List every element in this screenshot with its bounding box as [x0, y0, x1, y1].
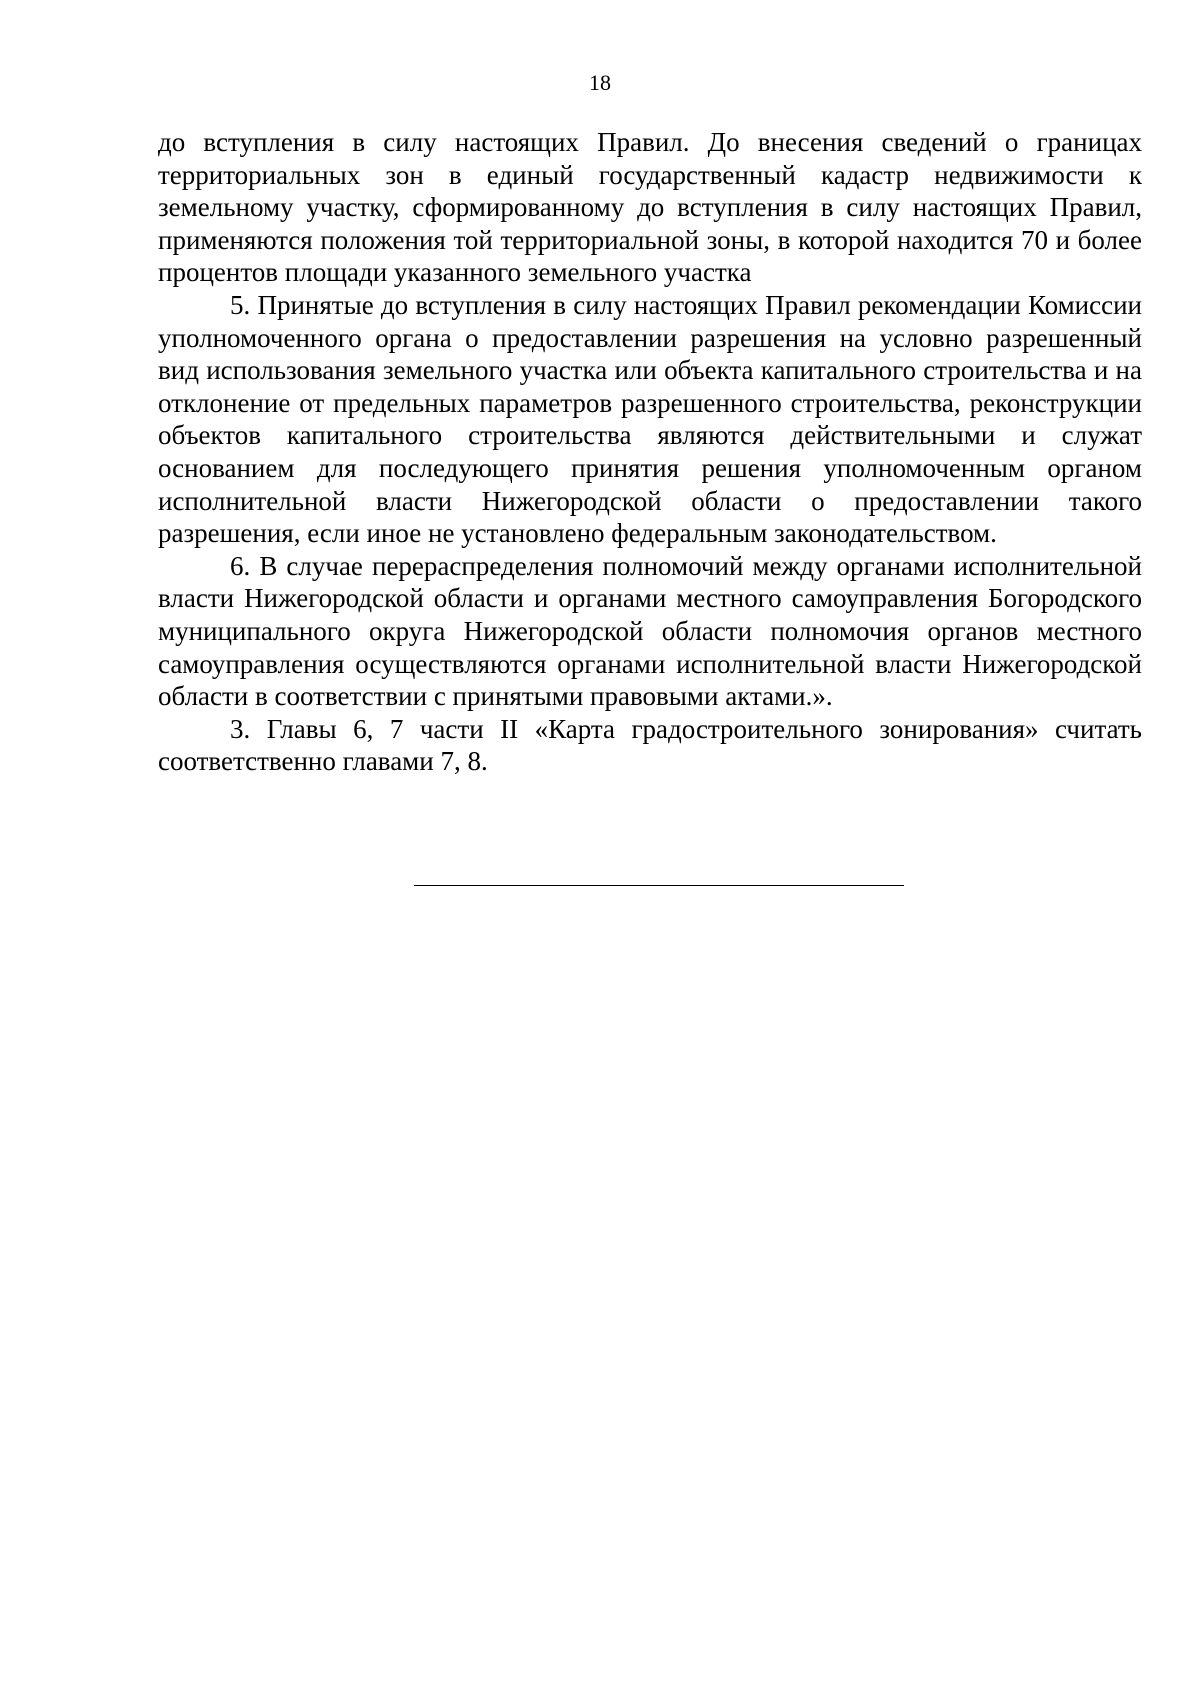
paragraph-continuation: до вступления в силу настоящих Правил. До внесения сведений о границах территориальных зон в единый государственный кадастр недвижимости к земельному участку, сформированному до вступления в силу настоящих Правил, применяются положения той территориальной зоны, в которой находится 70 и более процентов площади указанного земельного участка	[158, 127, 1142, 288]
document-body	[158, 126, 1142, 778]
end-of-text-rule	[414, 885, 904, 886]
paragraph-item-3: 3. Главы 6, 7 части II «Карта градостроительного зонирования» считать соответственно главами 7, 8.	[158, 713, 1142, 777]
page-number: 18	[589, 70, 611, 95]
paragraph-item-6: 6. В случае перераспределения полномочий между органами исполнительной власти Нижегородской области и органами местного самоуправления Богородского муниципального округа Нижегородской области полномочия органов местного самоуправления осуществляются органами исполнительной власти Нижегородской области в соответствии с принятыми правовыми актами.».	[158, 550, 1142, 712]
paragraph-item-5: 5. Принятые до вступления в силу настоящих Правил рекомендации Комиссии уполномоченного органа о предоставлении разрешения на условно разрешенный вид использования земельного участка или объекта капитального строительства и на отклонение от предельных параметров разрешенного строительства, реконструкции объектов капитального строительства являются действительными и служат основанием для последующего принятия решения уполномоченным органом исполнительной власти Нижегородской области о предоставлении такого разрешения, если иное не установлено федеральным законодательством.	[158, 289, 1142, 549]
